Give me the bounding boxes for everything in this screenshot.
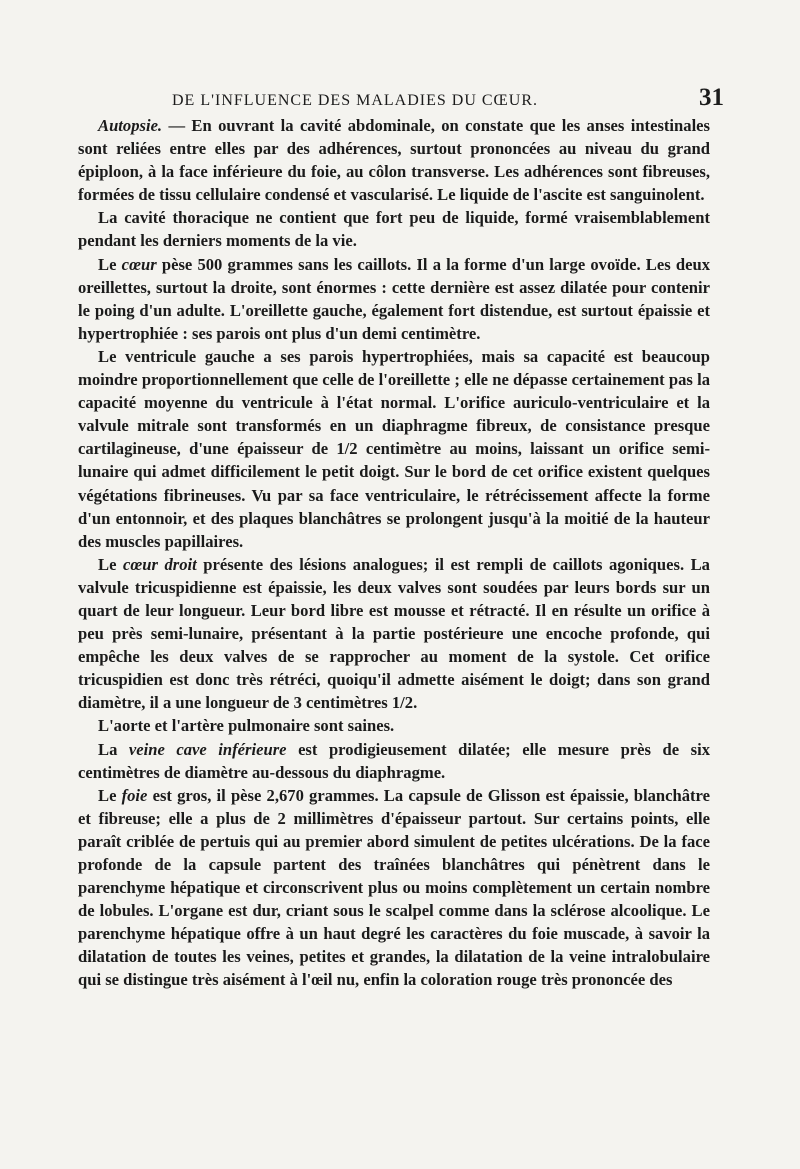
paragraph-cavite-thoracique [78,206,710,252]
paragraph-pre: Le [98,785,122,805]
running-title: DE L'INFLUENCE DES MALADIES DU CŒUR. [172,92,538,109]
paragraph-text: est prodigieusement dilatée; elle mesure près de six centimètres de diamètre au-dessous du diaphragme. [78,739,711,782]
paragraph-veine-cave [78,738,710,784]
paragraph-coeur [78,253,710,345]
body-text [78,114,710,992]
paragraph-text: est gros, il pèse 2,670 grammes. La capsule de Glisson est épaissie, blanchâtre et fibreuse; elle a plus de 2 millimètres d'épaisseur partout. Sur certains points, elle paraît criblée de pertuis qui au premier abord simulent de petites ulcérations. De la face profonde de la capsule partent des traînées blanchâtres qui pénètrent dans le parenchyme hépatique et circonscrivent plus ou moins complètement un certain nombre de lobules. L'organe est dur, criant sous le scalpel comme dans la sclérose alcoolique. Le parenchyme hépatique offre à un haut degré les caractères du foie muscade, à savoir la dilatation de toutes les veines, petites et grandes, la dilatation de la veine intralobulaire qui se distingue très aisément à l'œil nu, enfin la coloration rouge très prononcée des [78,785,710,990]
paragraph-text: pèse 500 grammes sans les caillots. Il a la forme d'un large ovoïde. Les deux oreillettes, surtout la droite, sont énormes : cette dernière est assez dilatée pour contenir le poing d'un adulte. L'oreillette gauche, également fort distendue, est surtout épaissie et hypertrophiée : ses parois ont plus d'un demi centimètre. [78,254,710,343]
paragraph-text: Le ventricule gauche a ses parois hypertrophiées, mais sa capacité est beaucoup moindre proportionnellement que celle de l'oreillette ; elle ne dépasse certainement pas la capacité moyenne du ventricule à l'état normal. L'orifice auriculo-ventriculaire et la valvule mitrale sont transformés en un diaphragme fibreux, de consistance presque cartilagineuse, d'une épaisseur de 1/2 centimètre au moins, laissant un orifice semi-lunaire qui admet difficilement le petit doigt. Sur le bord de cet orifice existent quelques végétations fibrineuses. Vu par sa face ventriculaire, le rétrécissement affecte la forme d'un entonnoir, et des plaques blanchâtres se prolongent jusqu'à la moitié de la hauteur des muscles papillaires. [78,346,710,551]
paragraph-lead: Autopsie. [98,116,163,135]
paragraph-italic-term: veine cave inférieure [128,739,287,759]
paragraph-foie [78,784,710,992]
paragraph-italic-term: cœur [121,254,157,274]
paragraph-text: L'aorte et l'artère pulmonaire sont saines. [98,716,395,736]
paragraph-ventricule-gauche [78,345,710,553]
paragraph-aorte [78,714,710,737]
paragraph-italic-term: cœur droit [122,554,197,574]
paragraph-pre: Le [98,554,123,574]
paragraph-text: — En ouvrant la cavité abdominale, on constate que les anses intestinales sont reliées entre elles par des adhérences, surtout prononcées au niveau du grand épiploon, à la face inférieure du foie, au côlon transverse. Les adhérences sont fibreuses, formées de tissu cellulaire condensé et vascularisé. Le liquide de l'ascite est sanguinolent. [78,116,710,205]
paragraph-text: La cavité thoracique ne contient que fort peu de liquide, formé vraisemblablement pendant les derniers moments de la vie. [78,208,710,251]
paragraph-pre: La [98,739,129,759]
paragraph-coeur-droit [78,553,710,715]
page-header [78,80,724,114]
paragraph-autopsie [78,114,710,206]
paragraph-pre: Le [98,254,122,274]
paragraph-text: présente des lésions analogues; il est rempli de caillots agoniques. La valvule tricuspidienne est épaissie, les deux valves sont soudées par leurs bords sur un quart de leur longueur. Leur bord libre est mousse et rétracté. Il en résulte un orifice à peu près semi-lunaire, présentant à la partie postérieure une encoche profonde, qui empêche les deux valves de se rapprocher au moment de la systole. Cet orifice tricuspidien est donc très rétréci, quoiqu'il admette aisément le doigt; dans son grand diamètre, il a une longueur de 3 centimètres 1/2. [78,554,710,713]
page-number: 31 [699,84,724,111]
paragraph-italic-term: foie [121,785,148,805]
